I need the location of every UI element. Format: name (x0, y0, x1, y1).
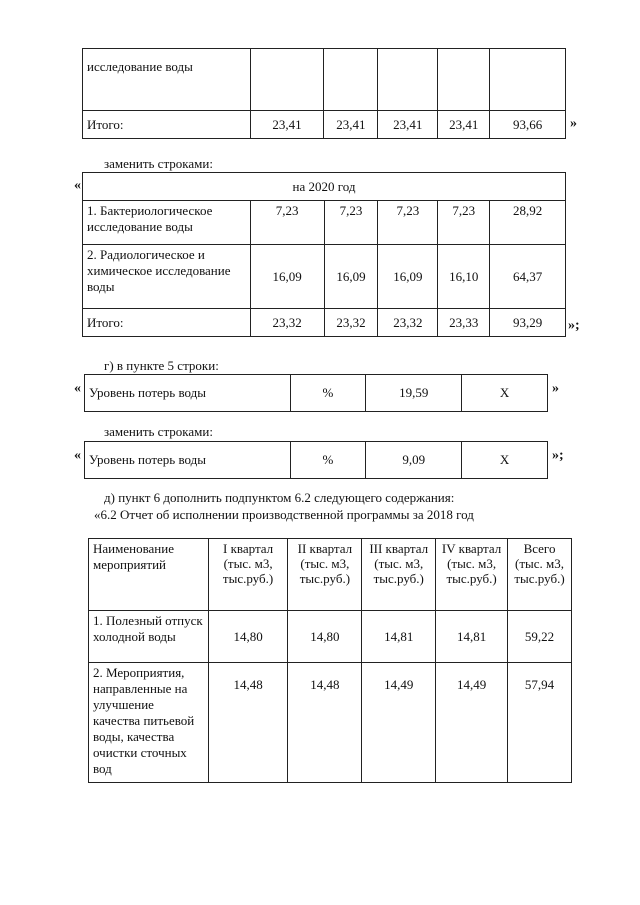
table-row (83, 245, 566, 309)
cell-q4: 7,23 (438, 201, 490, 245)
row-label: исследование воды (83, 49, 251, 111)
cell-sum: 93,66 (490, 111, 566, 139)
open-quote: « (74, 448, 81, 463)
cell-sum: 28,92 (490, 201, 566, 245)
header-total: Всего (тыс. м3, тыс.руб.) (508, 539, 572, 611)
open-quote: « (74, 178, 81, 193)
cell-q4: 14,49 (436, 663, 508, 783)
cell-total: 57,94 (508, 663, 572, 783)
cell-q2: 14,48 (288, 663, 362, 783)
item-d-sub: «6.2 Отчет об исполнении производственной программы за 2018 год (94, 507, 474, 522)
unit-cell: % (290, 375, 366, 412)
header-name: Наименование мероприятий (89, 539, 209, 611)
cell-q2: 23,41 (324, 111, 378, 139)
cell-q4: 16,10 (438, 245, 490, 309)
cell-q2: 14,80 (288, 611, 362, 663)
year-header: на 2020 год (83, 173, 566, 201)
cell-q2: 16,09 (324, 245, 378, 309)
table-row (89, 611, 572, 663)
cell-q3: 23,32 (378, 309, 438, 337)
table-1 (82, 48, 566, 139)
table-row (89, 663, 572, 783)
table-row-total (83, 111, 566, 139)
row-label: 2. Радиологическое и химическое исследование воды (83, 245, 251, 309)
indicator-name: Уровень потерь воды (85, 442, 291, 479)
value-cell: 9,09 (366, 442, 462, 479)
close-quote: »; (568, 318, 580, 333)
table-row (85, 442, 548, 479)
replace-text: заменить строками: (104, 424, 213, 439)
table-row (83, 49, 566, 111)
header-q4: IV квартал (тыс. м3, тыс.руб.) (436, 539, 508, 611)
cell-q1: 14,80 (208, 611, 288, 663)
table-2 (82, 172, 566, 337)
value-cell: 19,59 (366, 375, 462, 412)
header-q3: III квартал (тыс. м3, тыс.руб.) (362, 539, 436, 611)
cell-q1: 14,48 (208, 663, 288, 783)
cell-q1: 23,41 (250, 111, 324, 139)
close-quote: » (570, 116, 577, 131)
cell-q2: 7,23 (324, 201, 378, 245)
cell-sum: 93,29 (490, 309, 566, 337)
cell-q3: 16,09 (378, 245, 438, 309)
cell-q3: 14,81 (362, 611, 436, 663)
cell-q1: 7,23 (250, 201, 324, 245)
item-g: г) в пункте 5 строки: (104, 358, 219, 373)
row-label: 1. Бактериологическое исследование воды (83, 201, 251, 245)
x-cell: Х (462, 442, 548, 479)
x-cell: Х (462, 375, 548, 412)
close-quote: » (552, 381, 559, 396)
table-header-row (89, 539, 572, 611)
cell-sum: 64,37 (490, 245, 566, 309)
table-4 (84, 441, 548, 479)
cell-q4: 23,33 (438, 309, 490, 337)
table-3 (84, 374, 548, 412)
cell-q1: 16,09 (250, 245, 324, 309)
unit-cell: % (290, 442, 366, 479)
row-name: 1. Полезный отпуск холодной воды (89, 611, 209, 663)
cell-q4: 14,81 (436, 611, 508, 663)
table-row (83, 201, 566, 245)
cell-q4: 23,41 (438, 111, 490, 139)
close-quote: »; (552, 448, 564, 463)
cell-q2: 23,32 (324, 309, 378, 337)
table-row-year (83, 173, 566, 201)
header-q1: I квартал (тыс. м3, тыс.руб.) (208, 539, 288, 611)
table-5 (88, 538, 572, 783)
open-quote: « (74, 381, 81, 396)
cell-q3: 23,41 (378, 111, 438, 139)
total-label: Итого: (83, 309, 251, 337)
indicator-name: Уровень потерь воды (85, 375, 291, 412)
replace-text: заменить строками: (104, 156, 213, 171)
total-label: Итого: (83, 111, 251, 139)
row-name: 2. Мероприятия, направленные на улучшение качества питьевой воды, качества очистки сточных вод (89, 663, 209, 783)
table-row-total (83, 309, 566, 337)
header-q2: II квартал (тыс. м3, тыс.руб.) (288, 539, 362, 611)
cell-q1: 23,32 (250, 309, 324, 337)
table-row (85, 375, 548, 412)
cell-q3: 14,49 (362, 663, 436, 783)
cell-total: 59,22 (508, 611, 572, 663)
item-d: д) пункт 6 дополнить подпунктом 6.2 следующего содержания: (104, 490, 455, 505)
cell-q3: 7,23 (378, 201, 438, 245)
